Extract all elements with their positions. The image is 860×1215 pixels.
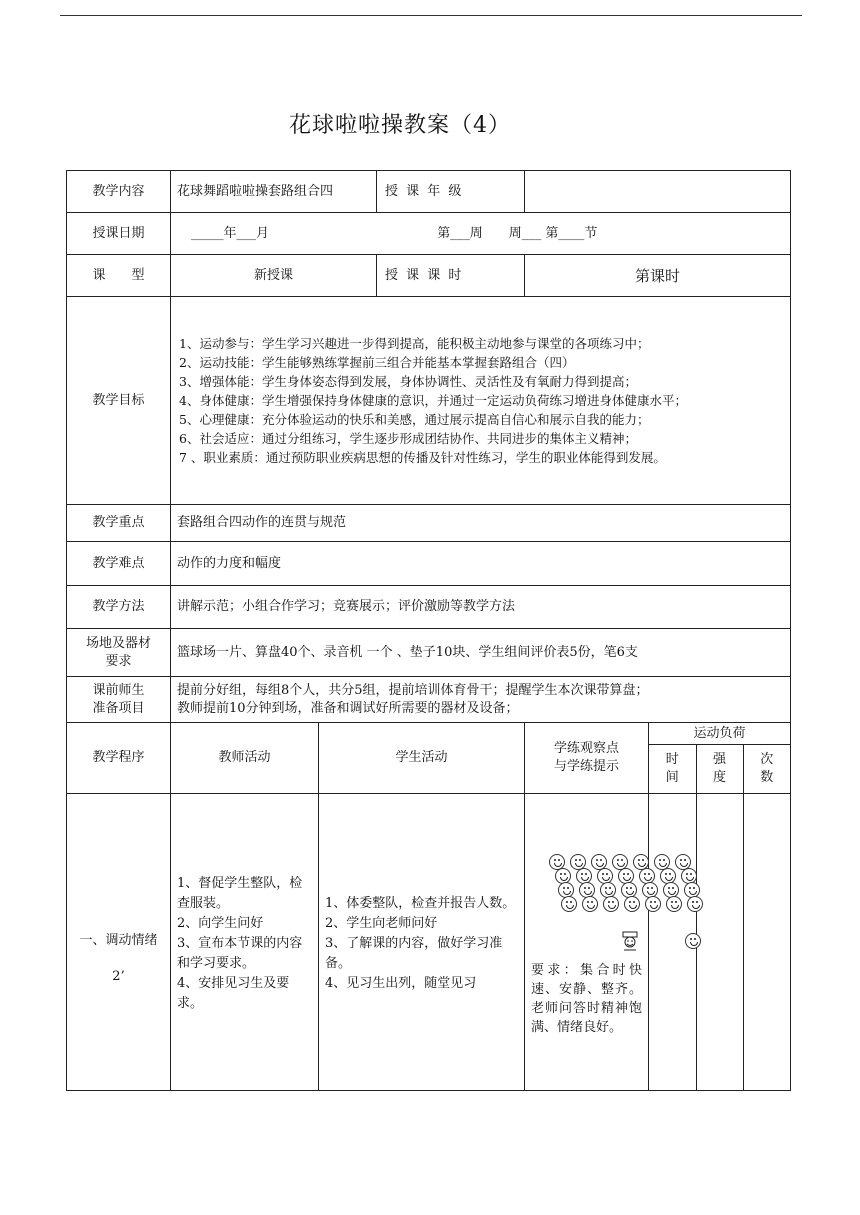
row-type <box>67 255 791 297</box>
student-face-icon <box>618 868 634 884</box>
teacher-activity <box>171 794 319 1091</box>
grade-label: 授 课 年 级 <box>377 171 525 213</box>
observe-header-line: 学练观察点 <box>554 741 620 756</box>
student-face-icon <box>645 896 661 912</box>
student-face-icon <box>621 882 637 898</box>
date-value <box>171 213 791 255</box>
lesson-plan-table <box>66 170 791 1091</box>
stage-duration: 2’ <box>112 969 125 984</box>
student-step: 2、学生向老师问好 <box>325 916 438 931</box>
student-face-icon <box>582 896 598 912</box>
observe-header-line: 与学练提示 <box>554 759 620 774</box>
observe-cell <box>525 794 649 1091</box>
goals-label: 教学目标 <box>67 297 171 505</box>
intensity-header: 强 度 <box>696 745 743 793</box>
teacher-positions <box>531 929 642 961</box>
teacher-step: 2、向学生问好 <box>177 916 264 931</box>
stage-row <box>67 794 791 1091</box>
row-date <box>67 213 791 255</box>
row-key <box>67 505 791 542</box>
teacher-header: 教师活动 <box>171 723 319 794</box>
goal-item: 7 、职业素质：通过预防职业疾病思想的传播及针对性练习，学生的职业体能得到发展。 <box>179 450 666 465</box>
student-face-icon <box>579 882 595 898</box>
student-face-icon <box>561 896 577 912</box>
student-face-icon <box>681 868 697 884</box>
goal-item: 3、增强体能：学生身体姿态得到发展，身体协调性、灵活性及有氧耐力得到提高； <box>179 374 637 389</box>
prep-value <box>171 677 791 723</box>
student-step: 1、体委整队，检查并报告人数。 <box>325 896 516 911</box>
count-header: 次 数 <box>760 752 774 785</box>
difficulty-value: 动作的力度和幅度 <box>171 542 791 586</box>
student-step: 3、了解课的内容，做好学习准备。 <box>325 936 503 971</box>
row-prep <box>67 677 791 723</box>
assistant-face-icon <box>685 933 701 949</box>
content-label: 教学内容 <box>67 171 171 213</box>
stage-name: 一、调动情绪 <box>79 933 158 948</box>
page-title: 花球啦啦操教案（4） <box>289 113 511 138</box>
student-face-icon <box>639 868 655 884</box>
prep-label <box>67 677 171 723</box>
student-face-icon <box>663 882 679 898</box>
method-label: 教学方法 <box>67 586 171 629</box>
student-face-icon <box>642 882 658 898</box>
venue-label-line: 要求 <box>105 653 132 669</box>
prep-line: 提前分好组，每组8个人，共分5组，提前培训体育骨干；提醒学生本次课带算盘； <box>177 682 649 698</box>
student-face-icon <box>600 882 616 898</box>
goal-item: 2、运动技能：学生能够熟练掌握前三组合并能基本掌握套路组合（四） <box>179 355 575 370</box>
date-week: 第___周 周___ 第____节 <box>437 225 598 241</box>
load-subheaders <box>649 745 791 794</box>
stage-name-cell <box>67 794 171 1091</box>
load-header: 运动负荷 <box>649 723 791 745</box>
observe-header <box>525 723 649 794</box>
content-value: 花球舞蹈啦啦操套路组合四 <box>171 171 377 213</box>
intensity-value <box>696 794 743 1090</box>
prep-line: 教师提前10分钟到场，准备和调试好所需要的器材及设备； <box>177 700 519 716</box>
venue-label-line: 场地及器材 <box>85 635 151 651</box>
date-label: 授课日期 <box>67 213 171 255</box>
student-face-icon <box>660 868 676 884</box>
date-year-month: _____年___月 <box>191 225 270 241</box>
teacher-step: 1、督促学生整队，检查服装。 <box>177 876 303 911</box>
teacher-step: 4、安排见习生及要求。 <box>177 976 290 1011</box>
student-header: 学生活动 <box>319 723 525 794</box>
procedure-header: 教学程序 <box>67 723 171 794</box>
student-activity <box>319 794 525 1091</box>
count-value <box>743 794 790 1090</box>
header-rule <box>60 15 802 16</box>
teacher-icon <box>621 931 637 947</box>
process-header-row <box>67 723 791 745</box>
load-values <box>649 794 791 1091</box>
row-venue <box>67 629 791 677</box>
venue-value: 篮球场一片、算盘40个、录音机 一个 、垫子10块、学生组间评价表5份，笔6支 <box>171 629 791 677</box>
student-face-icon <box>576 868 592 884</box>
teacher-step: 3、宣布本节课的内容和学习要求。 <box>177 936 303 971</box>
venue-label <box>67 629 171 677</box>
prep-label-line: 准备项目 <box>92 700 145 716</box>
student-step: 4、见习生出列，随堂见习 <box>325 976 477 991</box>
row-goals <box>67 297 791 505</box>
goal-item: 5、心理健康：充分体验运动的快乐和美感，通过展示提高自信心和展示自我的能力； <box>179 412 650 427</box>
goal-item: 1、运动参与：学生学习兴趣进一步得到提高，能积极主动地参与课堂的各项练习中； <box>179 336 650 351</box>
goals-list <box>171 297 791 505</box>
type-label: 课 型 <box>67 255 171 297</box>
goal-item: 4、身体健康：学生增强保持身体健康的意识，并通过一定运动负荷练习增进身体健康水平； <box>179 393 687 408</box>
hours-value: 第课时 <box>525 255 791 297</box>
difficulty-label: 教学难点 <box>67 542 171 586</box>
row-difficulty <box>67 542 791 586</box>
key-value: 套路组合四动作的连贯与规范 <box>171 505 791 542</box>
key-label: 教学重点 <box>67 505 171 542</box>
formation-diagram <box>531 854 642 929</box>
student-face-icon <box>558 882 574 898</box>
student-face-icon <box>597 868 613 884</box>
prep-label-line: 课前师生 <box>92 682 145 698</box>
student-face-icon <box>624 896 640 912</box>
student-face-icon <box>684 882 700 898</box>
student-face-icon <box>603 896 619 912</box>
row-method <box>67 586 791 629</box>
student-face-icon <box>666 896 682 912</box>
hours-label: 授 课 课 时 <box>377 255 525 297</box>
student-face-icon <box>555 868 571 884</box>
observe-requirement: 要求：集合时快速、安静、整齐。老师问答时精神饱满、情绪良好。 <box>531 962 643 1035</box>
grade-value <box>525 171 791 213</box>
goal-item: 6、社会适应：通过分组练习，学生逐步形成团结协作、共同进步的集体主义精神； <box>179 431 637 446</box>
row-content <box>67 171 791 213</box>
type-value: 新授课 <box>171 255 377 297</box>
method-value: 讲解示范；小组合作学习；竞赛展示；评价激励等教学方法 <box>171 586 791 629</box>
time-header: 时 间 <box>649 745 696 793</box>
student-face-icon <box>687 896 703 912</box>
